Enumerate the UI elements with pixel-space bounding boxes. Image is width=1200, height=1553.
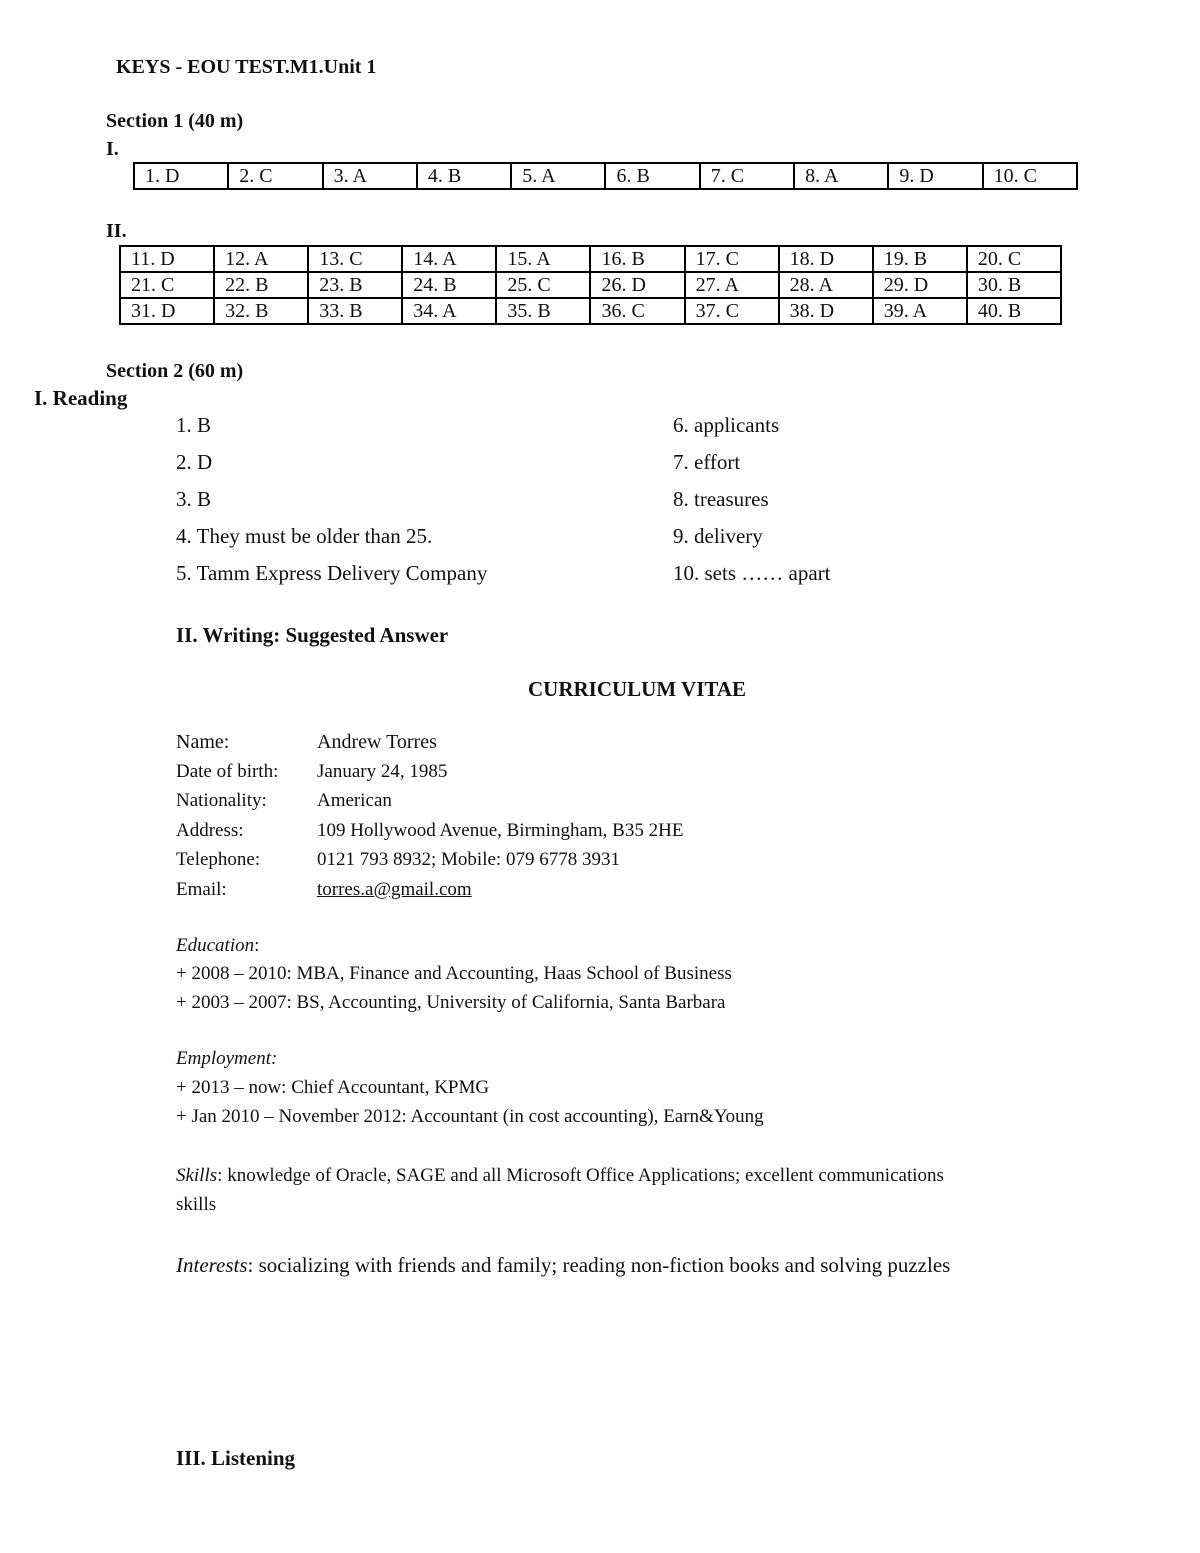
answer-key-table-part-2 bbox=[119, 245, 1062, 325]
answer-cell: 39. A bbox=[873, 298, 967, 324]
answer-cell: 3. A bbox=[323, 163, 417, 189]
cv-title: CURRICULUM VITAE bbox=[528, 677, 746, 701]
answer-cell: 36. C bbox=[590, 298, 684, 324]
answer-cell: 38. D bbox=[779, 298, 873, 324]
cv-nationality-row bbox=[176, 790, 392, 812]
answer-cell: 22. B bbox=[214, 272, 308, 298]
answer-cell: 5. A bbox=[511, 163, 605, 189]
email-link[interactable]: torres.a@gmail.com bbox=[317, 879, 472, 900]
list-item: + 2008 – 2010: MBA, Finance and Accounting, Haas School of Business bbox=[176, 963, 732, 984]
reading-answers-right bbox=[673, 413, 830, 598]
cv-telephone-row bbox=[176, 849, 620, 871]
answer-cell: 18. D bbox=[779, 246, 873, 272]
skills-text: : knowledge of Oracle, SAGE and all Microsoft Office Applications; excellent communications bbox=[217, 1165, 944, 1186]
cv-field-label: Address: bbox=[176, 820, 244, 841]
section-1-heading: Section 1 (40 m) bbox=[106, 110, 244, 132]
list-item: 7. effort bbox=[673, 450, 741, 474]
list-item: 9. delivery bbox=[673, 524, 763, 548]
interests-text: : socializing with friends and family; reading non-fiction books and solving puzzles bbox=[247, 1253, 951, 1277]
education-label-line bbox=[176, 935, 259, 957]
cv-email-row bbox=[176, 879, 472, 901]
answer-cell: 4. B bbox=[417, 163, 511, 189]
cv-field-value: American bbox=[317, 790, 392, 811]
employment-label-line bbox=[176, 1048, 277, 1070]
answer-cell: 10. C bbox=[983, 163, 1077, 189]
answer-cell: 32. B bbox=[214, 298, 308, 324]
answer-cell: 7. C bbox=[700, 163, 794, 189]
answer-cell: 34. A bbox=[402, 298, 496, 324]
list-item: 6. applicants bbox=[673, 413, 780, 437]
table-row bbox=[120, 272, 1061, 298]
list-item: + 2003 – 2007: BS, Accounting, University of California, Santa Barbara bbox=[176, 992, 726, 1013]
list-item: 1. B bbox=[176, 413, 212, 437]
writing-heading: II. Writing: Suggested Answer bbox=[176, 623, 449, 647]
cv-field-label: Telephone: bbox=[176, 849, 261, 870]
section-1-part-1-label: I. bbox=[106, 138, 119, 160]
education-colon: : bbox=[254, 935, 260, 956]
answer-cell: 16. B bbox=[590, 246, 684, 272]
answer-cell: 27. A bbox=[685, 272, 779, 298]
table-row bbox=[120, 298, 1061, 324]
cv-field-value: 109 Hollywood Avenue, Birmingham, B35 2HE bbox=[317, 820, 684, 841]
interests-label: Interests bbox=[176, 1253, 248, 1277]
cv-field-label: Nationality: bbox=[176, 790, 267, 811]
answer-cell: 8. A bbox=[794, 163, 888, 189]
answer-cell: 24. B bbox=[402, 272, 496, 298]
answer-cell: 28. A bbox=[779, 272, 873, 298]
answer-cell: 25. C bbox=[496, 272, 590, 298]
answer-cell: 9. D bbox=[888, 163, 982, 189]
list-item: + 2013 – now: Chief Accountant, KPMG bbox=[176, 1077, 490, 1098]
answer-cell: 6. B bbox=[605, 163, 699, 189]
skills-label: Skills bbox=[176, 1165, 218, 1186]
reading-heading: I. Reading bbox=[34, 386, 128, 410]
answer-cell: 11. D bbox=[120, 246, 214, 272]
list-item: 10. sets …… apart bbox=[673, 561, 831, 585]
answer-cell: 17. C bbox=[685, 246, 779, 272]
table-row bbox=[120, 246, 1061, 272]
skills-line-2: skills bbox=[176, 1194, 217, 1215]
answer-key-table-part-1 bbox=[133, 162, 1078, 190]
answer-cell: 29. D bbox=[873, 272, 967, 298]
cv-field-value: January 24, 1985 bbox=[317, 761, 448, 782]
cv-field-label: Name: bbox=[176, 731, 230, 753]
reading-answers-left bbox=[176, 413, 487, 598]
answer-cell: 13. C bbox=[308, 246, 402, 272]
document-title: KEYS - EOU TEST.M1.Unit 1 bbox=[116, 56, 377, 78]
answer-cell: 20. C bbox=[967, 246, 1061, 272]
answer-cell: 12. A bbox=[214, 246, 308, 272]
list-item: 8. treasures bbox=[673, 487, 769, 511]
answer-cell: 14. A bbox=[402, 246, 496, 272]
answer-cell: 37. C bbox=[685, 298, 779, 324]
answer-cell: 19. B bbox=[873, 246, 967, 272]
answer-cell: 33. B bbox=[308, 298, 402, 324]
answer-cell: 1. D bbox=[134, 163, 228, 189]
section-1-part-2-label: II. bbox=[106, 220, 127, 242]
answer-cell: 40. B bbox=[967, 298, 1061, 324]
list-item: 4. They must be older than 25. bbox=[176, 524, 433, 548]
table-row bbox=[134, 163, 1077, 189]
answer-cell: 35. B bbox=[496, 298, 590, 324]
skills-line bbox=[176, 1165, 944, 1187]
cv-field-label: Date of birth: bbox=[176, 761, 279, 782]
listening-heading: III. Listening bbox=[176, 1446, 296, 1470]
answer-cell: 2. C bbox=[228, 163, 322, 189]
section-2-heading: Section 2 (60 m) bbox=[106, 360, 244, 382]
list-item: 3. B bbox=[176, 487, 212, 511]
cv-name-row bbox=[176, 731, 437, 754]
answer-cell: 21. C bbox=[120, 272, 214, 298]
answer-cell: 26. D bbox=[590, 272, 684, 298]
education-label: Education bbox=[176, 935, 255, 956]
list-item: 2. D bbox=[176, 450, 213, 474]
cv-field-value: Andrew Torres bbox=[317, 731, 437, 753]
cv-address-row bbox=[176, 820, 683, 842]
employment-label: Employment: bbox=[176, 1048, 278, 1069]
list-item: 5. Tamm Express Delivery Company bbox=[176, 561, 488, 585]
list-item: + Jan 2010 – November 2012: Accountant (in cost accounting), Earn&Young bbox=[176, 1106, 764, 1127]
cv-field-value: 0121 793 8932; Mobile: 079 6778 3931 bbox=[317, 849, 620, 870]
answer-cell: 15. A bbox=[496, 246, 590, 272]
answer-cell: 31. D bbox=[120, 298, 214, 324]
cv-field-label: Email: bbox=[176, 879, 227, 900]
interests-line bbox=[176, 1253, 950, 1278]
answer-cell: 23. B bbox=[308, 272, 402, 298]
answer-cell: 30. B bbox=[967, 272, 1061, 298]
cv-dob-row bbox=[176, 761, 447, 783]
